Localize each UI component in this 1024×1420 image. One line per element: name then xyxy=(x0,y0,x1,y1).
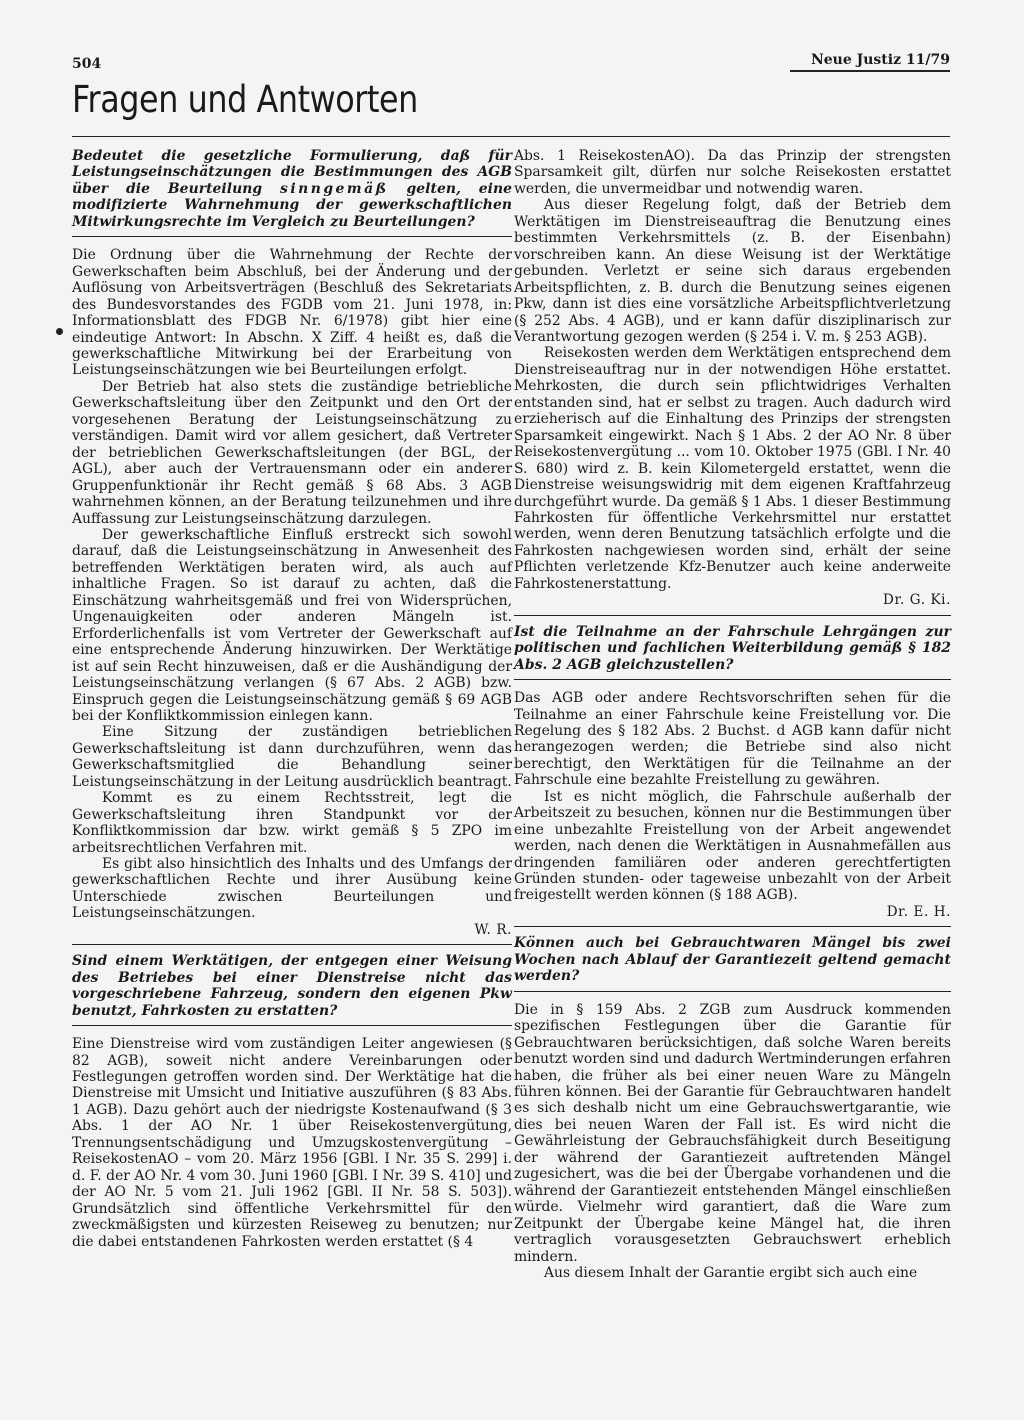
margin-bullet-mark xyxy=(56,328,63,335)
answer-1-paragraph: Eine Sitzung der zuständigen betrieblichen Gewerkschaftsleitung ist dann durchzuführen, wenn das Gewerkschaftsmitglied die Behandlung seiner Leistungseinschätzung in der Leitung ausdrücklich beantragt. xyxy=(72,724,512,790)
question-rule xyxy=(72,236,512,237)
answer-2-continuation: Abs. 1 ReisekostenAO). Da das Prinzip der strengsten Sparsamkeit gilt, dürfen nur solche Reisekosten erstattet werden, die unvermeidbar und notwendig waren. xyxy=(514,148,951,197)
header-rule xyxy=(790,70,950,72)
answer-1-paragraph: Die Ordnung über die Wahrnehmung der Rechte der Gewerkschaften beim Abschluß, bei der Änderung und der Auflösung von Arbeitsverträgen (Beschluß des Sekretariats des Bundesvorstandes des FGDB vom 21. Juni 1978, in: Informationsblatt des FDGB Nr. 6/1978) gibt hier eine eindeutige Antwort: In Abschn. X Ziff. 4 heißt es, daß die gewerkschaftliche Mitwirkung bei der Erarbeitung von Leistungseinschätzungen wie bei Beurteilungen erfolgt. xyxy=(72,247,512,379)
section-rule xyxy=(514,926,951,927)
answer-2-paragraph: Eine Dienstreise wird vom zuständigen Leiter angewiesen (§ 82 AGB), soweit nicht andere Vereinbarungen oder Festlegungen getroffen worden sind. Der Werktätige hat die Dienstreise mit Umsicht und Initiative auszuführen (§ 83 Abs. 1 AGB). Dazu gehört auch der niedrigste Kostenaufwand (§ 3 Abs. 1 der AO Nr. 1 über Reisekostenvergütung, Trennungsentschädigung und Umzugskostenvergütung – ReisekostenAO – vom 20. März 1956 [GBl. I Nr. 35 S. 299] i. d. F. der AO Nr. 4 vom 30. Juni 1960 [GBl. I Nr. 39 S. 410] und der AO Nr. 5 vom 21. Juli 1962 [GBl. II Nr. 58 S. 503]). Grundsätzlich sind öffentliche Verkehrsmittel für den zweckmäßigsten und kürzesten Reiseweg zu benutzen; nur die dabei entstandenen Fahrkosten werden erstattet (§ 4 xyxy=(72,1036,512,1250)
answer-4-paragraph: Die in § 159 Abs. 2 ZGB zum Ausdruck kommenden spezifischen Festlegungen über die Garantie für Gebrauchtwaren berücksichtigen, daß solche Waren bereits benutzt worden sind und dadurch Wertminderungen erfahren haben, die früher als bei einer neuen Ware zu Mängeln führen können. Bei der Garantie für Gebrauchtwaren handelt es sich deshalb nicht um eine Gebrauchswertgarantie, wie dies bei neuen Waren der Fall ist. Es wird nicht die Gewährleistung der Gebrauchsfähigkeit durch Beseitigung der während der Garantiezeit auftretenden Mängel zugesichert, was die bei der Übergabe vorhandenen und die während der Garantiezeit entstehenden Mängel einschließen würde. Vielmehr wird garantiert, daß die Ware zum Zeitpunkt der Übergabe keine Mängel hat, die ihren vertraglich vorausgesetzten Gebrauchswert erheblich mindern. xyxy=(514,1001,951,1265)
running-header xyxy=(72,50,950,78)
answer-1-paragraph: Der Betrieb hat also stets die zuständige betriebliche Gewerkschaftsleitung über den Zeitpunkt und den Ort der vorgesehenen Beratung der Leistungseinschätzung zu verständigen. Damit wird vor allem gesichert, daß Vertreter der betrieblichen Gewerkschaftsleitungen (der BGL, der AGL), aber auch der Vertrauensmann oder ein anderer Gruppenfunktionär ihr Recht gemäß § 68 Abs. 3 AGB wahrnehmen können, an der Beratung teilzunehmen und ihre Auffassung zur Leistungseinschätzung darzulegen. xyxy=(72,378,512,527)
answer-2-paragraph: Aus dieser Regelung folgt, daß der Betrieb dem Werktätigen im Dienstreiseauftrag die Benutzung eines bestimmten Verkehrsmittels (z. B. der Eisenbahn) vorschreiben kann. An diese Weisung ist der Werktätige gebunden. Verletzt er seine sich daraus ergebenden Arbeitspflichten, z. B. durch die Benutzung seines eigenen Pkw, dann ist dies eine vorsätzliche Arbeitspflichtverletzung (§ 252 Abs. 4 AGB), und er kann dafür disziplinarisch zur Verantwortung gezogen werden (§ 254 i. V. m. § 253 AGB). xyxy=(514,197,951,345)
answer-3-signature: Dr. E. H. xyxy=(886,903,951,920)
question-1: Bedeutet die gesetzliche Formulierung, daß für Leistungseinschätzungen die Bestimmungen des AGB über die Beurteilung sinngemäß gelten, eine modifizierte Wahrnehmung der gewerkschaftlichen Mitwirkungsrechte im Vergleich zu Beurteilungen? xyxy=(72,148,512,230)
answer-2-paragraph: Reisekosten werden dem Werktätigen entsprechend dem Dienstreiseauftrag nur in der notwendigen Höhe erstattet. Mehrkosten, die durch sein pflichtwidriges Verhalten entstanden sind, hat er selbst zu tragen. Auch dadurch wird erzieherisch auf die Einhaltung des Prinzips der strengsten Sparsamkeit eingewirkt. Nach § 1 Abs. 2 der AO Nr. 8 über Reisekostenvergütung ... vom 10. Oktober 1975 (GBl. I Nr. 40 S. 680) wird z. B. kein Kilometergeld erstattet, wenn die Dienstreise weisungswidrig mit dem eigenen Kraftfahrzeug durchgeführt wurde. Da gemäß § 1 Abs. 1 dieser Bestimmung Fahrkosten für öffentliche Verkehrsmittel nur erstattet werden, wenn deren Benutzung tatsächlich erfolgte und die Fahrkosten nachgewiesen worden sind, erhält der seine Pflichten verletzende Kfz-Benutzer auch keine anderweite Fahrkostenerstattung. xyxy=(514,345,951,592)
answer-1-signature: W. R. xyxy=(474,921,512,938)
question-3: Ist die Teilnahme an der Fahrschule Lehrgängen zur politischen und fachlichen Weiterbildung gemäß § 182 Abs. 2 AGB gleichzustellen? xyxy=(514,623,951,673)
answer-3-paragraph: Das AGB oder andere Rechtsvorschriften sehen für die Teilnahme an einer Fahrschule keine Freistellung vor. Die Regelung des § 182 Abs. 2 Buchst. d AGB kann dafür nicht herangezogen werden; die Betriebe sind also nicht berechtigt, den Werktätigen für die Teilnahme an der Fahrschule eine bezahlte Freistellung zu gewähren. xyxy=(514,690,951,789)
question-rule xyxy=(514,991,951,992)
answer-1-paragraph: Der gewerkschaftliche Einfluß erstreckt sich sowohl darauf, daß die Leistungseinschätzung in Anwesenheit des betreffenden Werktätigen beraten wird, als auch auf inhaltliche Fragen. So ist darauf zu achten, daß die Einschätzung wahrheitsgemäß und frei von Widersprüchen, Ungenauigkeiten oder anderen Mängeln ist. Erforderlichenfalls ist vom Vertreter der Gewerkschaft auf eine entsprechende Änderung hinzuwirken. Der Werktätige ist auf sein Recht hinzuweisen, daß er die Aushändigung der Leistungseinschätzung verlangen (§ 67 Abs. 2 AGB) bzw. Einspruch gegen die Leistungseinschätzung gemäß § 69 AGB bei der Konfliktkommission einlegen kann. xyxy=(72,526,512,724)
journal-name: Neue Justiz 11/79 xyxy=(810,52,950,68)
answer-1-paragraph: Kommt es zu einem Rechtsstreit, legt die Gewerkschaftsleitung ihren Standpunkt vor der Konfliktkommission dar bzw. wirkt gemäß § 5 ZPO im arbeitsrechtlichen Verfahren mit. xyxy=(72,790,512,856)
left-column xyxy=(72,148,512,1250)
title-rule xyxy=(72,136,950,137)
answer-1-paragraph: Es gibt also hinsichtlich des Inhalts und des Umfangs der gewerkschaftlichen Rechte und ihrer Ausübung keine Unterschiede zwischen Beurteilungen und Leistungseinschätzungen. xyxy=(72,856,512,922)
section-title: Fragen und Antworten xyxy=(72,78,418,121)
answer-4-paragraph: Aus diesem Inhalt der Garantie ergibt sich auch eine xyxy=(544,1265,918,1281)
section-rule xyxy=(72,944,512,945)
spaced-emphasis: sinngemäß xyxy=(280,180,389,197)
question-rule xyxy=(514,679,951,680)
section-rule xyxy=(514,615,951,616)
answer-3-paragraph: Ist es nicht möglich, die Fahrschule außerhalb der Arbeitszeit zu besuchen, können nur die Bestimmungen über eine unbezahlte Freistellung von der Arbeit angewendet werden, nach denen die Werktätigen in Ausnahmefällen aus dringenden familiären oder anderen gerechtfertigten Gründen stunden- oder tageweise unbezahlt von der Arbeit freigestellt werden können (§ 188 AGB). xyxy=(514,788,951,904)
question-rule xyxy=(72,1025,512,1026)
question-2: Sind einem Werktätigen, der entgegen einer Weisung des Betriebes bei einer Dienstreise nicht das vorgeschriebene Fahrzeug, sondern den eigenen Pkw benutzt, Fahrkosten zu erstatten? xyxy=(72,953,512,1019)
page-number: 504 xyxy=(72,56,102,72)
question-4: Können auch bei Gebrauchtwaren Mängel bis zwei Wochen nach Ablauf der Garantiezeit geltend gemacht werden? xyxy=(514,935,951,985)
right-column xyxy=(514,148,951,1281)
answer-2-signature: Dr. G. Ki. xyxy=(883,592,951,609)
